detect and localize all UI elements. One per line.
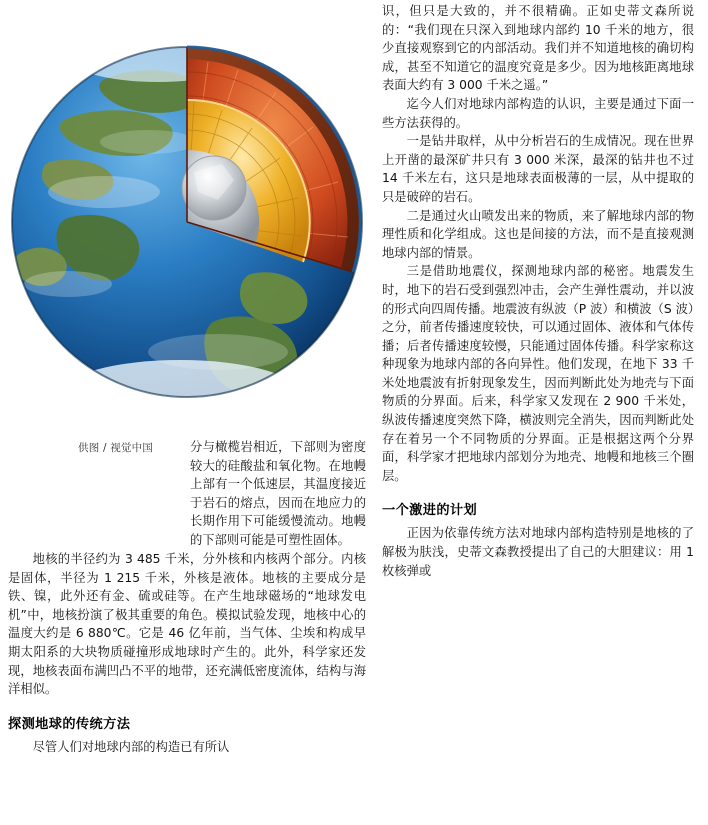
paragraph: 地核的半径约为 3 485 千米，分外核和内核两个部分。内核是固体，半径为 1 215 千米，外核是液体。地核的主要成分是铁、镍，此外还有金、硫或硅等。在产生地球磁场的“地球发电机”中，地核扮演了极其重要的角色。模拟试验发现，地核中心的温度大约是 6 880℃。它是 46 亿年前，当气体、尘埃和构成早期太阳系的大块物质碰撞形成地球时产生的。此外，科学家还发现，地核表面布满凹凸不平的地带，还充满低密度流体，结构与海洋相似。 xyxy=(8,552,366,697)
figure-credit: 供图 / 视觉中国 xyxy=(78,442,154,454)
earth-cutaway-illustration xyxy=(8,22,366,432)
right-column-text xyxy=(382,0,694,580)
right-column xyxy=(372,0,708,825)
paragraph: 三是借助地震仪，探测地球内部的秘密。地震发生时，地下的岩石受到强烈冲击，会产生弹性震动，并以波的形式向四周传播。地震波有纵波（P 波）和横波（S 波）之分，前者传播速度较快，可以通过固体、液体和气体传播；后者传播速度较慢，只能通过固体传播。科学家称这种现象为地球内部的各向异性。他们发现，在地下 33 千米处地震波有折射现象发生，因而判断此处为地壳与下面物质的分界面。后来，科学家又发现在 2 900 千米处，纵波传播速度突然下降，横波则完全消失，因而判断此处存在着另一个不同物质的分界面。正是根据这两个分界面，科学家才把地球内部划分为地壳、地幔和地核三个圈层。 xyxy=(382,264,695,483)
earth-figure xyxy=(0,0,372,454)
section-heading-traditional-methods: 探测地球的传统方法 xyxy=(8,716,131,732)
section-heading-radical-plan: 一个激进的计划 xyxy=(382,503,478,519)
paragraph: 二是通过火山喷发出来的物质，来了解地球内部的物理性质和化学组成。这也是间接的方法，而不是直接观测地球内部的情景。 xyxy=(382,208,694,260)
paragraph: 正因为依靠传统方法对地球内部构造特别是地核的了解极为肤浅，史蒂文森教授提出了自己的大胆建议：用 1 枚核弹或 xyxy=(382,526,694,578)
left-column-lower-text xyxy=(8,550,366,756)
paragraph: 迄今人们对地球内部构造的认识，主要是通过下面一些方法获得的。 xyxy=(382,96,694,130)
paragraph: 尽管人们对地球内部的构造已有所认 xyxy=(32,739,230,754)
left-column-top-text xyxy=(190,438,366,550)
paragraph: 分与橄榄岩相近，下部则为密度较大的硅酸盐和氧化物。在地幔上部有一个低速层，其温度接近于岩石的熔点，因而在地应力的长期作用下可能缓慢流动。地幔的下部则可能是可塑性固体。 xyxy=(190,440,366,547)
paragraph: 一是钻井取样，从中分析岩石的生成情况。现在世界上开凿的最深矿井只有 3 000 米深，最深的钻井也不过 14 千米左右，这只是地球表面极薄的一层，从中提取的只是破碎的岩石。 xyxy=(382,134,694,204)
paragraph: 识，但只是大致的，并不很精确。正如史蒂文森所说的：“我们现在只深入到地球内部约 10 千米的地方，很少直接观察到它的内部活动。我们并不知道地核的确切构成，甚至不知道它的温度究竟是多少。因为地核距离地球表面大约有 3 000 千米之遥。” xyxy=(382,4,694,93)
